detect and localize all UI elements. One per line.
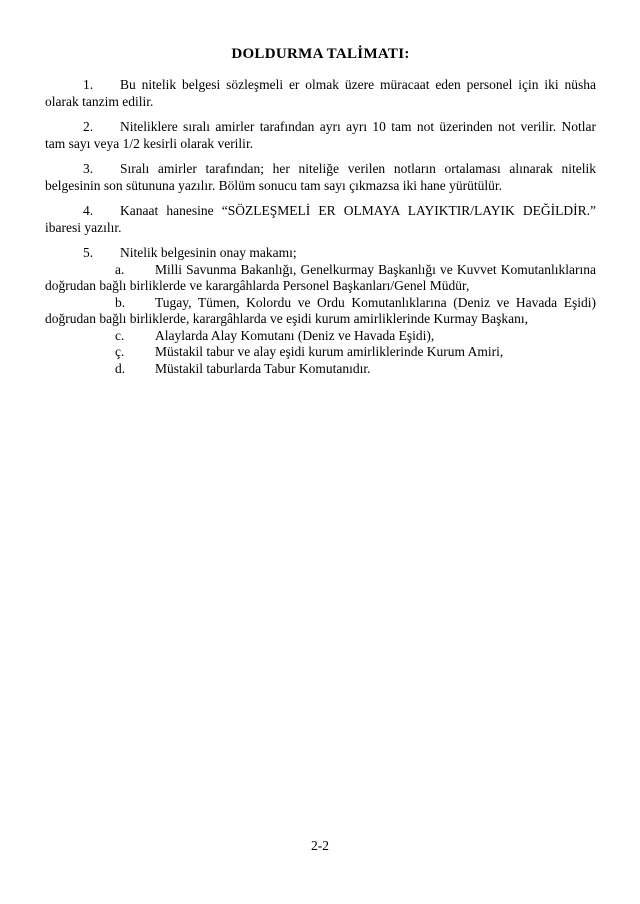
sub-item-letter: c. xyxy=(115,327,125,343)
sub-item-letter: d. xyxy=(115,360,126,376)
sub-item-text: Müstakil tabur ve alay eşidi kurum amirliklerinde Kurum Amiri, xyxy=(155,344,504,359)
numbered-item-4 xyxy=(45,203,596,236)
sub-item-text: Müstakil taburlarda Tabur Komutanıdır. xyxy=(155,360,371,376)
item-text: Niteliklere sıralı amirler tarafından ayrı ayrı 10 tam not üzerinden not verilir. Notlar tam sayı veya 1/2 kesirli olarak verilir. xyxy=(45,119,596,151)
page-title: DOLDURMA TALİMATI: xyxy=(231,46,410,62)
sub-item-a xyxy=(45,262,596,295)
sub-item-text: Tugay, Tümen, Kolordu ve Ordu Komutanlıklarına (Deniz ve Havada Eşidi) doğrudan bağlı birliklerde, karargâhlarda ve eşidi kurum amirliklerinde Kurmay Başkanı, xyxy=(45,294,596,326)
sub-item-b xyxy=(45,295,596,328)
item-text: Bu nitelik belgesi sözleşmeli er olmak üzere müracaat eden personel için iki nüsha olarak tanzim edilir. xyxy=(45,77,596,109)
item-text: Sıralı amirler tarafından; her niteliğe verilen notların ortalaması alınarak nitelik belgesinin son sütununa yazılır. Bölüm sonucu tam sayı çıkmazsa iki hane yürütülür. xyxy=(45,161,596,193)
sub-item-text: Milli Savunma Bakanlığı, Genelkurmay Başkanlığı ve Kuvvet Komutanlıklarına doğrudan bağlı birliklerde ve karargâhlarda Personel Başkanları/Genel Müdür, xyxy=(45,261,596,293)
page-number: 2-2 xyxy=(311,838,329,853)
item-number: 1. xyxy=(83,77,94,92)
numbered-item-2 xyxy=(45,119,596,152)
sub-item-text: Alaylarda Alay Komutanı (Deniz ve Havada Eşidi), xyxy=(155,327,435,343)
sub-item-c xyxy=(45,328,596,345)
item-text: Nitelik belgesinin onay makamı; xyxy=(120,245,297,260)
item-number: 3. xyxy=(83,161,94,176)
sub-item-letter: ç. xyxy=(115,344,125,359)
document-content xyxy=(0,45,640,377)
sub-item-c-cedilla xyxy=(45,344,596,361)
sub-item-letter: a. xyxy=(115,261,125,277)
item-text: Kanaat hanesine “SÖZLEŞMELİ ER OLMAYA LAYIKTIR/LAYIK DEĞİLDİR.” ibaresi yazılır. xyxy=(45,203,596,235)
sub-item-letter: b. xyxy=(115,294,126,310)
numbered-item-3 xyxy=(45,161,596,194)
item-number: 2. xyxy=(83,119,94,134)
numbered-item-5 xyxy=(45,245,596,262)
numbered-item-1 xyxy=(45,77,596,110)
sub-item-d xyxy=(45,361,596,378)
item-number: 4. xyxy=(83,203,94,218)
item-number: 5. xyxy=(83,245,94,260)
